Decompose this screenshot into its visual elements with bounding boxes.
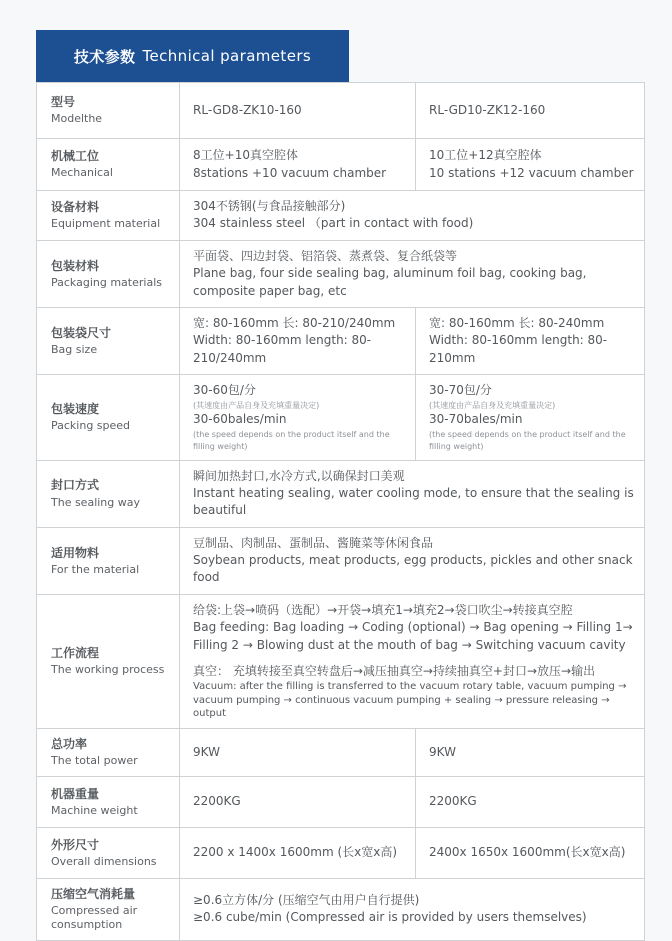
value-line: 30-70bales/min <box>429 412 523 427</box>
value-cell-1 <box>180 83 416 138</box>
spec-row-equipment-material <box>37 190 644 240</box>
row-label-chinese: 总功率 <box>51 737 88 752</box>
value-line: 10工位+12真空腔体 <box>429 148 542 163</box>
row-label-english: For the material <box>51 562 140 576</box>
row-values-model <box>180 83 644 138</box>
row-label-chinese: 包装材料 <box>51 258 100 273</box>
row-label-chinese: 型号 <box>51 95 76 110</box>
value-line: Vacuum: after the filling is transferred to the vacuum rotary table, vacuum pumping → vacuum pumping → continuous vacuum pumping + sealing → pressure releasing → output <box>193 681 627 720</box>
value-line-note: (其速度由产品自身及充填重量决定) <box>193 400 320 410</box>
spec-row-machine-weight <box>37 776 644 827</box>
section-header-banner <box>36 30 349 82</box>
spec-row-compressed-air <box>37 878 644 940</box>
row-label-chinese: 设备材料 <box>51 200 100 215</box>
value-line: 2400x 1650x 1600mm(长x宽x高) <box>429 845 626 860</box>
section-title-chinese: 技术参数 <box>73 47 136 66</box>
spec-row-model <box>37 83 644 138</box>
value-cell-span <box>180 241 644 307</box>
value-cell-1 <box>180 729 416 776</box>
spec-row-working-process <box>37 594 644 728</box>
spec-row-material <box>37 527 644 594</box>
spec-row-packing-speed <box>37 374 644 459</box>
value-cell-2 <box>416 139 644 190</box>
value-line: Width: 80-160mm length: 80-210/240mm <box>193 333 372 365</box>
value-cell-2 <box>416 777 644 827</box>
value-cell-span <box>180 879 644 940</box>
row-label-bag-size <box>37 308 180 374</box>
value-cell-span <box>180 528 644 594</box>
row-values-compressed-air <box>180 879 644 940</box>
row-label-total-power <box>37 729 180 776</box>
row-values-sealing-way <box>180 461 644 527</box>
value-cell-2 <box>416 308 644 374</box>
row-label-chinese: 工作流程 <box>51 646 100 661</box>
row-label-english: The sealing way <box>51 495 141 509</box>
spec-row-overall-dimensions <box>37 827 644 878</box>
value-cell-1 <box>180 139 416 190</box>
row-values-equipment-material <box>180 191 644 240</box>
row-label-chinese: 适用物料 <box>51 545 100 560</box>
value-cell-1 <box>180 308 416 374</box>
row-label-mechanical <box>37 139 180 190</box>
row-label-english: Compressed air consumption <box>51 904 138 932</box>
value-line: Plane bag, four side sealing bag, aluminum foil bag, cooking bag, composite paper bag, etc <box>193 266 587 298</box>
value-line: 8工位+10真空腔体 <box>193 148 298 163</box>
value-line: 304 stainless steel （part in contact with food) <box>193 216 474 231</box>
value-line: (the speed depends on the product itself and the filling weight) <box>193 429 390 451</box>
row-values-machine-weight <box>180 777 644 827</box>
spec-row-bag-size <box>37 307 644 374</box>
row-values-overall-dimensions <box>180 828 644 878</box>
section-title-english: Technical parameters <box>142 47 312 65</box>
row-values-material <box>180 528 644 594</box>
row-values-packaging-materials <box>180 241 644 307</box>
row-label-english: Packaging materials <box>51 275 162 289</box>
value-line: 2200KG <box>429 794 477 809</box>
row-label-english: Bag size <box>51 342 98 356</box>
row-label-chinese: 包装速度 <box>51 402 100 417</box>
value-line: Width: 80-160mm length: 80-210mm <box>429 333 608 365</box>
spec-row-mechanical <box>37 138 644 190</box>
row-label-machine-weight <box>37 777 180 827</box>
value-line: 2200 x 1400x 1600mm (长x宽x高) <box>193 845 398 860</box>
row-values-bag-size <box>180 308 644 374</box>
technical-parameters-table <box>36 82 645 941</box>
row-label-equipment-material <box>37 191 180 240</box>
row-label-english: Machine weight <box>51 803 138 817</box>
row-label-packaging-materials <box>37 241 180 307</box>
row-label-english: Modelthe <box>51 112 103 126</box>
value-line: 给袋:上袋→喷码（选配）→开袋→填充1→填充2→袋口吹尘→转接真空腔 <box>193 602 573 617</box>
row-label-chinese: 外形尺寸 <box>51 837 100 852</box>
spec-row-packaging-materials <box>37 240 644 307</box>
row-label-english: Packing speed <box>51 419 131 433</box>
value-line: ≥0.6立方体/分 (压缩空气由用户自行提供) <box>193 892 420 907</box>
value-line: 2200KG <box>193 794 241 809</box>
value-line: Instant heating sealing, water cooling mode, to ensure that the sealing is beautiful <box>193 485 634 518</box>
row-label-overall-dimensions <box>37 828 180 878</box>
value-line: ≥0.6 cube/min (Compressed air is provided by users themselves) <box>193 910 587 925</box>
value-line: 宽: 80-160mm 长: 80-240mm <box>429 315 605 330</box>
value-line: 宽: 80-160mm 长: 80-210/240mm <box>193 315 396 330</box>
row-label-sealing-way <box>37 461 180 527</box>
row-label-compressed-air <box>37 879 180 940</box>
value-cell-1 <box>180 375 416 459</box>
row-label-english: The total power <box>51 754 138 768</box>
value-line: 豆制品、肉制品、蛋制品、酱腌菜等休闲食品 <box>193 535 434 550</box>
value-line: 平面袋、四边封袋、铝箔袋、蒸煮袋、复合纸袋等 <box>193 248 458 263</box>
row-label-chinese: 压缩空气消耗量 <box>51 886 136 901</box>
value-line: (the speed depends on the product itself and the filling weight) <box>429 429 626 451</box>
row-values-working-process <box>180 595 644 728</box>
row-label-english: Overall dimensions <box>51 854 157 868</box>
row-label-chinese: 包装袋尺寸 <box>51 325 112 340</box>
value-line: RL-GD10-ZK12-160 <box>429 102 546 117</box>
value-line: Bag feeding: Bag loading → Coding (optional) → Bag opening → Filling 1→ Filling 2 → Blowing dust at the mouth of bag → Switching vacuum cavity <box>193 620 633 652</box>
row-label-working-process <box>37 595 180 728</box>
row-values-mechanical <box>180 139 644 190</box>
row-label-english: The working process <box>51 663 165 677</box>
row-label-english: Equipment material <box>51 217 161 231</box>
row-label-material <box>37 528 180 594</box>
value-cell-2 <box>416 828 644 878</box>
value-cell-2 <box>416 83 644 138</box>
value-cell-span <box>180 191 644 240</box>
value-line: 9KW <box>193 744 220 759</box>
value-line: 8stations +10 vacuum chamber <box>193 165 387 180</box>
value-cell-2 <box>416 729 644 776</box>
value-cell-span <box>180 595 644 728</box>
row-values-packing-speed <box>180 375 644 459</box>
value-cell-span <box>180 461 644 527</box>
value-line: Soybean products, meat products, egg products, pickles and other snack food <box>193 553 633 585</box>
row-label-chinese: 机器重量 <box>51 786 100 801</box>
value-line: 9KW <box>429 744 456 759</box>
row-label-chinese: 封口方式 <box>51 478 100 493</box>
spec-row-sealing-way <box>37 460 644 527</box>
row-label-packing-speed <box>37 375 180 459</box>
value-line: 30-60bales/min <box>193 412 287 427</box>
value-line: 瞬间加热封口,水冷方式,以确保封口美观 <box>193 468 405 483</box>
value-cell-2 <box>416 375 644 459</box>
value-line: 304不锈钢(与食品接触部分) <box>193 199 346 213</box>
value-line: 30-70包/分 (其速度由产品自身及充填重量决定) <box>429 382 634 411</box>
row-values-total-power <box>180 729 644 776</box>
value-cell-1 <box>180 777 416 827</box>
value-line: 10 stations +12 vacuum chamber <box>429 165 634 180</box>
value-line: RL-GD8-ZK10-160 <box>193 102 302 117</box>
value-cell-1 <box>180 828 416 878</box>
row-label-chinese: 机械工位 <box>51 149 100 164</box>
spec-row-total-power <box>37 728 644 776</box>
value-line: 真空： 充填转接至真空转盘后→减压抽真空→持续抽真空+封口→放压→输出 <box>193 664 596 679</box>
value-line: 30-60包/分 (其速度由产品自身及充填重量决定) <box>193 382 405 411</box>
value-line-note: (其速度由产品自身及充填重量决定) <box>429 400 556 410</box>
row-label-english: Mechanical <box>51 166 113 180</box>
row-label-model <box>37 83 180 138</box>
